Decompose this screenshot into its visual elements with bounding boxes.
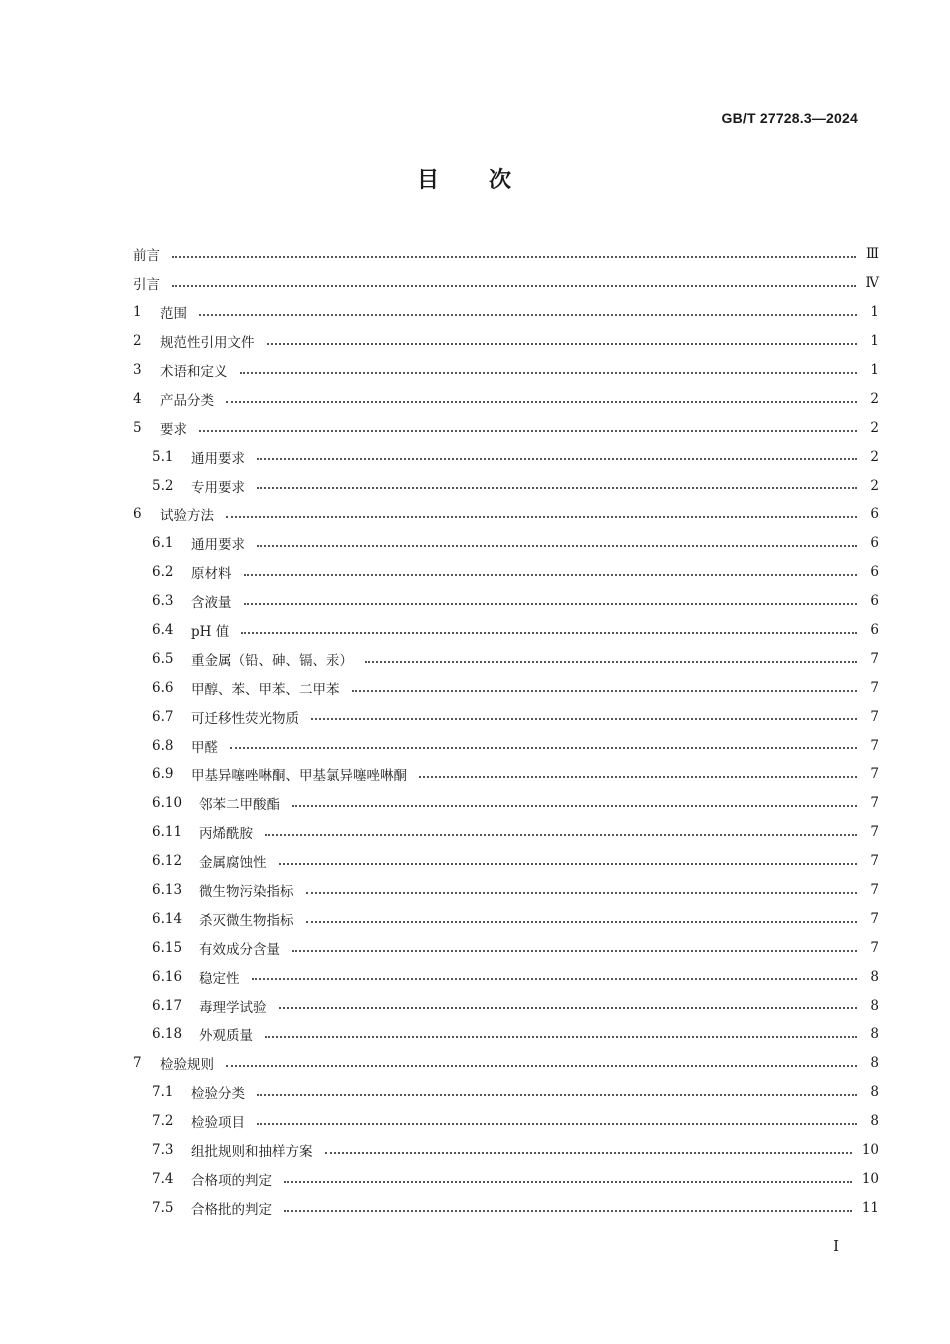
dot-leader [292, 936, 857, 952]
dot-leader [419, 763, 857, 779]
toc-entry[interactable] [133, 847, 879, 876]
toc-entry-label: 组批规则和抽样方案 [191, 1144, 313, 1161]
toc-entry[interactable] [133, 529, 879, 558]
toc-entry-number: 6.16 [152, 968, 183, 985]
dot-leader [244, 560, 858, 576]
dot-leader [199, 300, 857, 316]
toc-entry[interactable] [133, 587, 879, 616]
toc-entry-page: 6 [870, 593, 879, 610]
toc-entry-number: 1 [133, 304, 142, 321]
toc-entry-page: 11 [861, 1199, 879, 1216]
dot-leader [311, 705, 857, 721]
dot-leader [352, 676, 858, 692]
toc-entry[interactable] [133, 1107, 879, 1136]
toc-entry-label: 甲醛 [191, 739, 218, 756]
toc-entry-page: 7 [870, 737, 879, 754]
toc-entry-number: 7.4 [152, 1170, 174, 1187]
toc-entry-number: 4 [133, 390, 142, 407]
dot-leader [284, 1196, 852, 1212]
toc-entry-label: 甲基异噻唑啉酮、甲基氯异噻唑啉酮 [191, 768, 407, 785]
toc-entry-page: 2 [870, 448, 879, 465]
toc-entry-page: 7 [870, 853, 879, 870]
dot-leader [325, 1138, 852, 1154]
toc-entry[interactable] [133, 702, 879, 731]
toc-entry[interactable] [133, 731, 879, 760]
toc-entry-number: 6.8 [152, 737, 174, 754]
toc-entry-label: 试验方法 [160, 508, 214, 525]
toc-entry-label: 合格批的判定 [191, 1201, 272, 1218]
toc-entry-number: 6.18 [152, 1026, 183, 1043]
toc-entry-number: 6.1 [152, 535, 174, 552]
dot-leader [172, 243, 856, 259]
dot-leader [226, 1052, 857, 1068]
dot-leader [257, 474, 857, 490]
toc-entry-number: 7.1 [152, 1084, 174, 1101]
table-of-contents [133, 240, 879, 1222]
dot-leader [240, 358, 858, 374]
standard-code: GB/T 27728.3—2024 [721, 110, 858, 126]
toc-entry-label: 检验分类 [191, 1086, 245, 1103]
dot-leader [265, 821, 857, 837]
toc-entry-label: pH 值 [191, 624, 230, 641]
dot-leader [365, 647, 857, 663]
toc-entry-label: 含液量 [191, 595, 232, 612]
toc-entry[interactable] [133, 1193, 879, 1222]
toc-entry[interactable] [133, 1078, 879, 1107]
toc-entry-label: 检验规则 [160, 1057, 214, 1074]
dot-leader [226, 387, 857, 403]
toc-entry-number: 5.2 [152, 477, 174, 494]
toc-entry[interactable] [133, 442, 879, 471]
toc-entry[interactable] [133, 413, 879, 442]
toc-entry-page: 10 [861, 1170, 879, 1187]
toc-entry[interactable] [133, 1020, 879, 1049]
toc-entry-page: 7 [870, 910, 879, 927]
dot-leader [267, 329, 858, 345]
toc-entry-number: 7.3 [152, 1142, 174, 1159]
toc-entry-label: 邻苯二甲酸酯 [199, 797, 280, 814]
toc-entry[interactable] [133, 644, 879, 673]
toc-entry[interactable] [133, 269, 879, 298]
dot-leader [292, 792, 857, 808]
toc-entry-number: 6.13 [152, 882, 183, 899]
toc-entry-label: 金属腐蚀性 [199, 855, 267, 872]
toc-entry-number: 6.12 [152, 853, 183, 870]
toc-entry-page: 8 [870, 1055, 879, 1072]
toc-entry-label: 术语和定义 [160, 364, 228, 380]
toc-entry-page: Ⅳ [865, 275, 879, 292]
dot-leader [244, 589, 858, 605]
toc-entry-label: 稳定性 [199, 970, 240, 987]
toc-entry-page: 6 [870, 506, 879, 523]
toc-entry-page: Ⅲ [865, 246, 879, 263]
toc-entry-number: 6.10 [152, 795, 183, 812]
toc-entry-label: 检验项目 [191, 1115, 245, 1132]
toc-entry[interactable] [133, 876, 879, 905]
toc-entry[interactable] [133, 327, 879, 356]
toc-entry-label: 引言 [133, 277, 160, 294]
toc-entry[interactable] [133, 298, 879, 327]
toc-entry-label: 丙烯酰胺 [199, 826, 253, 843]
toc-entry-label: 有效成分含量 [199, 941, 280, 958]
toc-entry-number: 6.2 [152, 564, 174, 581]
toc-entry[interactable] [133, 471, 879, 500]
dot-leader [265, 1023, 857, 1039]
toc-entry[interactable] [133, 818, 879, 847]
dot-leader [284, 1167, 852, 1183]
toc-entry-number: 6.11 [152, 824, 183, 841]
toc-entry[interactable] [133, 904, 879, 933]
dot-leader [252, 965, 858, 981]
dot-leader [257, 1081, 857, 1097]
toc-entry-label: 通用要求 [191, 537, 245, 554]
toc-entry-page: 7 [870, 795, 879, 812]
toc-entry-label: 毒理学试验 [199, 999, 267, 1016]
toc-entry-label: 专用要求 [191, 479, 245, 496]
dot-leader [172, 272, 856, 288]
toc-entry[interactable] [133, 673, 879, 702]
toc-entry-number: 6.17 [152, 997, 183, 1014]
dot-leader [279, 849, 858, 865]
toc-entry-page: 6 [870, 622, 879, 639]
toc-entry-number: 6.5 [152, 650, 174, 667]
toc-entry-page: 8 [870, 1084, 879, 1101]
toc-entry-page: 1 [870, 362, 879, 378]
toc-entry-label: 杀灭微生物指标 [199, 912, 294, 929]
toc-entry-page: 2 [870, 477, 879, 494]
dot-leader [306, 878, 858, 894]
toc-entry[interactable] [133, 933, 879, 962]
toc-entry[interactable] [133, 558, 879, 587]
toc-entry-number: 6.14 [152, 910, 183, 927]
dot-leader [230, 734, 857, 750]
dot-leader [257, 1109, 857, 1125]
toc-entry-number: 5 [133, 419, 142, 436]
toc-entry-number: 6.7 [152, 708, 174, 725]
toc-title: 目次 [416, 168, 561, 193]
toc-entry-label: 前言 [133, 248, 160, 265]
dot-leader [306, 907, 858, 923]
toc-entry[interactable] [133, 962, 879, 991]
toc-entry-label: 外观质量 [199, 1028, 253, 1045]
toc-entry-page: 7 [870, 766, 879, 783]
toc-entry-page: 8 [870, 1113, 879, 1130]
toc-entry[interactable] [133, 500, 879, 529]
toc-entry-number: 7.5 [152, 1199, 174, 1216]
toc-entry[interactable] [133, 356, 879, 385]
toc-entry[interactable] [133, 1049, 879, 1078]
toc-entry[interactable] [133, 789, 879, 818]
dot-leader [257, 532, 857, 548]
toc-entry-page: 1 [870, 333, 879, 350]
toc-entry-label: 规范性引用文件 [160, 335, 255, 352]
toc-entry-page: 7 [870, 650, 879, 667]
toc-entry[interactable] [133, 240, 879, 269]
toc-entry-page: 8 [870, 1026, 879, 1043]
toc-entry-number: 2 [133, 333, 142, 350]
toc-entry-number: 5.1 [152, 448, 174, 465]
toc-entry-page: 2 [870, 419, 879, 436]
toc-entry-page: 7 [870, 882, 879, 899]
toc-entry-page: 7 [870, 824, 879, 841]
toc-entry-page: 7 [870, 679, 879, 696]
toc-entry[interactable] [133, 760, 879, 789]
toc-entry-page: 8 [870, 968, 879, 985]
toc-entry[interactable] [133, 384, 879, 413]
toc-entry-page: 7 [870, 708, 879, 725]
toc-entry-label: 产品分类 [160, 392, 214, 409]
toc-entry[interactable] [133, 616, 879, 645]
toc-entry-number: 6.3 [152, 593, 174, 610]
toc-entry-label: 甲醇、苯、甲苯、二甲苯 [191, 681, 340, 698]
toc-entry-label: 通用要求 [191, 450, 245, 467]
toc-entry-label: 重金属（铅、砷、镉、汞） [191, 652, 353, 669]
dot-leader [226, 503, 857, 519]
toc-entry-label: 微生物污染指标 [199, 884, 294, 901]
toc-entry[interactable] [133, 991, 879, 1020]
toc-entry-page: 10 [861, 1142, 879, 1159]
toc-entry-number: 6.4 [152, 622, 174, 639]
toc-entry-number: 6.6 [152, 679, 174, 696]
dot-leader [257, 445, 857, 461]
toc-entry[interactable] [133, 1165, 879, 1194]
toc-entry-number: 3 [133, 362, 142, 378]
toc-entry-page: 1 [870, 304, 879, 321]
toc-entry-label: 要求 [160, 421, 187, 438]
toc-entry-number: 6.9 [152, 766, 174, 783]
dot-leader [199, 416, 857, 432]
toc-entry-number: 7 [133, 1055, 142, 1072]
toc-entry-number: 6 [133, 506, 142, 523]
toc-entry-page: 8 [870, 997, 879, 1014]
toc-entry-number: 6.15 [152, 939, 183, 956]
dot-leader [241, 618, 857, 634]
toc-entry-number: 7.2 [152, 1113, 174, 1130]
toc-entry-page: 7 [870, 939, 879, 956]
toc-entry-label: 合格项的判定 [191, 1172, 272, 1189]
page-number: I [833, 1237, 839, 1255]
dot-leader [279, 994, 858, 1010]
toc-entry-page: 2 [870, 390, 879, 407]
toc-entry-label: 可迁移性荧光物质 [191, 710, 299, 727]
toc-entry-label: 范围 [160, 306, 187, 323]
toc-entry-page: 6 [870, 564, 879, 581]
toc-entry-page: 6 [870, 535, 879, 552]
toc-entry[interactable] [133, 1136, 879, 1165]
toc-entry-label: 原材料 [191, 566, 232, 583]
